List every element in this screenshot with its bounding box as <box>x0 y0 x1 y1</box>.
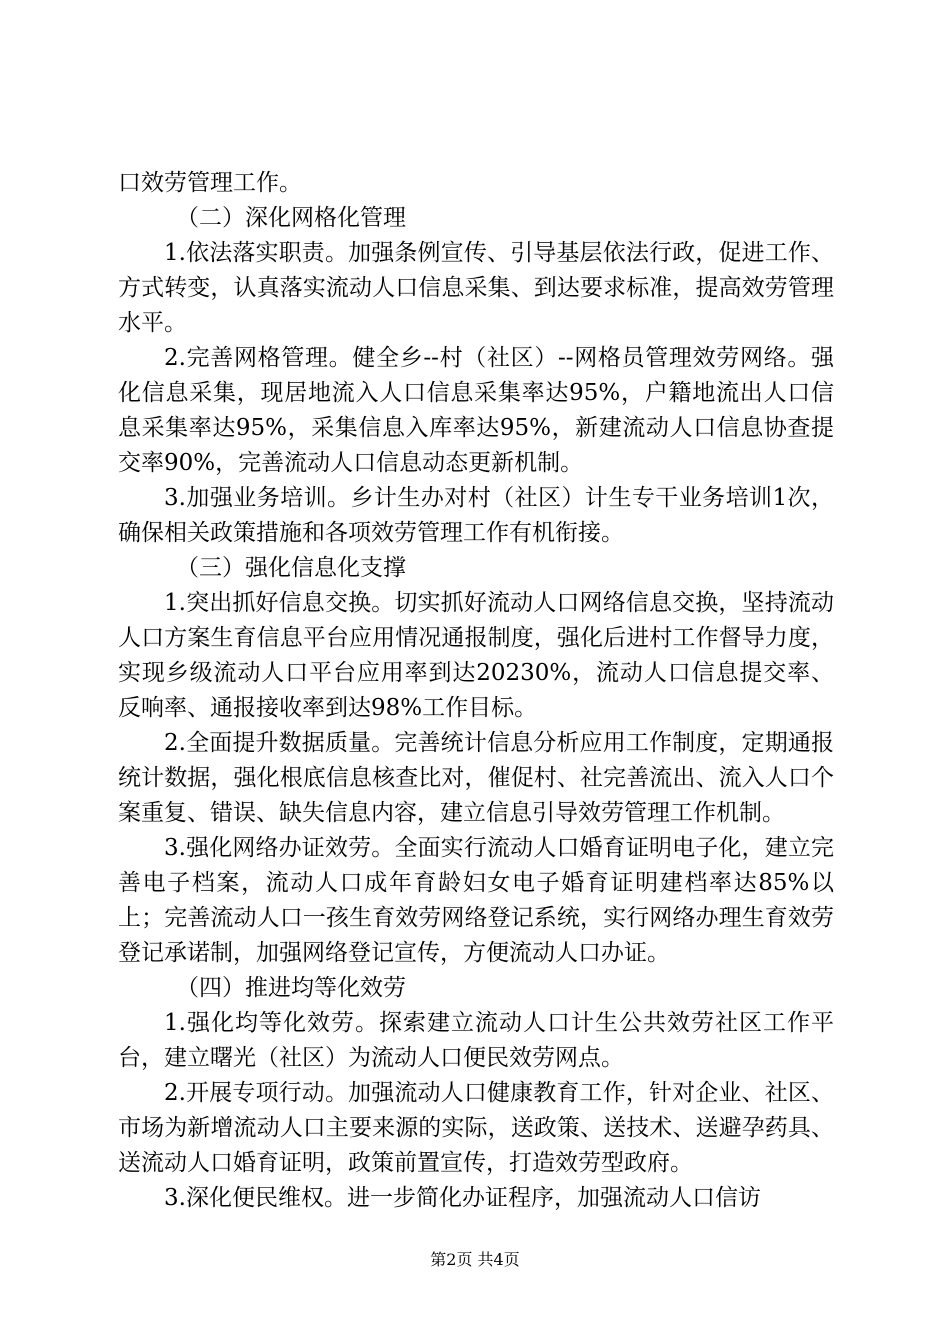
paragraph-2-3: 3.加强业务培训。乡计生办对村（社区）计生专干业务培训1次，确保相关政策措施和各项效劳管理工作有机衔接。 <box>118 485 834 546</box>
paragraph-2-2: 2.完善网格管理。健全乡--村（社区）--网格员管理效劳网络。强化信息采集，现居地流入人口信息采集率达95%，户籍地流出人口信息采集率达95%，采集信息入库率达95%，新建流动人口信息协查提交率90%，完善流动人口信息动态更新机制。 <box>118 345 834 476</box>
paragraph-3-1: 1.突出抓好信息交换。切实抓好流动人口网络信息交换，坚持流动人口方案生育信息平台应用情况通报制度，强化后进村工作督导力度，实现乡级流动人口平台应用率到达20230%，流动人口信息提交率、反响率、通报接收率到达98%工作目标。 <box>118 590 834 721</box>
section-heading-3: （三）强化信息化支撑 <box>176 555 406 581</box>
paragraph-4-1: 1.强化均等化效劳。探索建立流动人口计生公共效劳社区工作平台，建立曙光（社区）为流动人口便民效劳网点。 <box>118 1010 834 1071</box>
section-heading-2: （二）深化网格化管理 <box>176 205 406 231</box>
paragraph-3-3: 3.强化网络办证效劳。全面实行流动人口婚育证明电子化，建立完善电子档案，流动人口成年育龄妇女电子婚育证明建档率达85%以上；完善流动人口一孩生育效劳网络登记系统，实行网络办理生育效劳登记承诺制，加强网络登记宣传，方便流动人口办证。 <box>118 835 834 966</box>
document-body <box>118 166 834 1216</box>
paragraph-3-2: 2.全面提升数据质量。完善统计信息分析应用工作制度，定期通报统计数据，强化根底信息核查比对，催促村、社完善流出、流入人口个案重复、错误、缺失信息内容，建立信息引导效劳管理工作机制。 <box>118 730 834 826</box>
paragraph-4-2: 2.开展专项行动。加强流动人口健康教育工作，针对企业、社区、市场为新增流动人口主要来源的实际，送政策、送技术、送避孕药具、送流动人口婚育证明，政策前置宣传，打造效劳型政府。 <box>118 1080 834 1176</box>
paragraph-4-3: 3.深化便民维权。进一步简化办证程序，加强流动人口信访 <box>164 1185 761 1211</box>
section-heading-4: （四）推进均等化效劳 <box>176 975 406 1001</box>
paragraph-continuation: 口效劳管理工作。 <box>118 170 302 196</box>
page-footer: 第2页 共4页 <box>430 1250 520 1269</box>
paragraph-2-1: 1.依法落实职责。加强条例宣传、引导基层依法行政，促进工作、方式转变，认真落实流动人口信息采集、到达要求标准，提高效劳管理水平。 <box>118 240 834 336</box>
